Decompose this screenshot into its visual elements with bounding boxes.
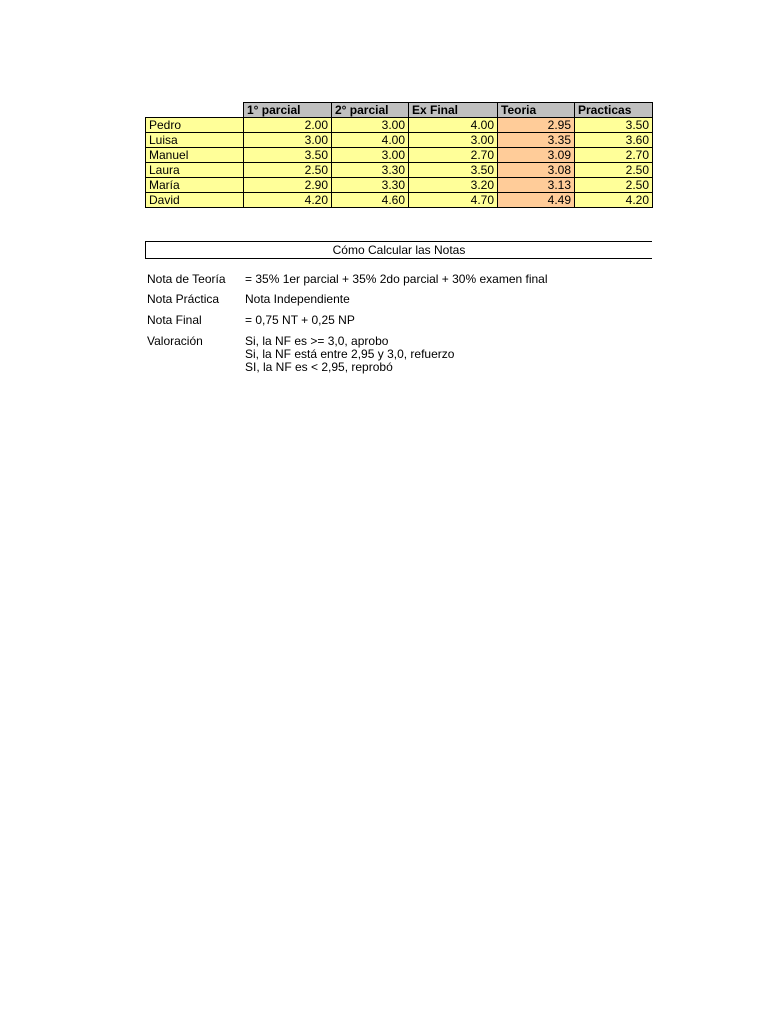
table-row <box>146 163 653 178</box>
table-row <box>146 193 653 208</box>
cell-p1[interactable]: 3.00 <box>244 133 332 148</box>
cell-p2[interactable]: 3.30 <box>332 178 409 193</box>
calc-section-title[interactable]: Cómo Calcular las Notas <box>145 241 652 259</box>
cell-p1[interactable]: 2.00 <box>244 118 332 133</box>
cell-p1[interactable]: 2.90 <box>244 178 332 193</box>
student-name[interactable]: Pedro <box>146 118 244 133</box>
table-row <box>146 178 653 193</box>
cell-practicas[interactable]: 3.50 <box>575 118 653 133</box>
table-row <box>146 118 653 133</box>
calc-line[interactable]: Si, la NF es >= 3,0, aprobo <box>245 334 389 348</box>
calc-line[interactable]: SI, la NF es < 2,95, reprobó <box>245 360 393 374</box>
cell-teoria[interactable]: 3.08 <box>498 163 575 178</box>
cell-practicas[interactable]: 3.60 <box>575 133 653 148</box>
cell-p2[interactable]: 3.30 <box>332 163 409 178</box>
calc-value <box>245 273 548 286</box>
student-name[interactable]: Manuel <box>146 148 244 163</box>
header-ex-final[interactable]: Ex Final <box>409 103 498 118</box>
header-teoria[interactable]: Teoria <box>498 103 575 118</box>
table-row <box>146 148 653 163</box>
calc-value <box>245 293 350 306</box>
cell-p2[interactable]: 4.00 <box>332 133 409 148</box>
header-row <box>146 103 653 118</box>
cell-teoria[interactable]: 3.35 <box>498 133 575 148</box>
calc-line[interactable]: = 0,75 NT + 0,25 NP <box>245 313 355 327</box>
cell-final[interactable]: 4.70 <box>409 193 498 208</box>
calc-line[interactable]: Nota Independiente <box>245 292 350 306</box>
header-practicas[interactable]: Practicas <box>575 103 653 118</box>
cell-teoria[interactable]: 4.49 <box>498 193 575 208</box>
header-parcial-1[interactable]: 1° parcial <box>244 103 332 118</box>
cell-teoria[interactable]: 3.13 <box>498 178 575 193</box>
student-name[interactable]: David <box>146 193 244 208</box>
grades-table <box>145 102 653 208</box>
cell-final[interactable]: 3.20 <box>409 178 498 193</box>
table-row <box>146 133 653 148</box>
calc-label[interactable]: Nota de Teoría <box>147 272 226 286</box>
calc-line[interactable]: = 35% 1er parcial + 35% 2do parcial + 30% examen final <box>245 272 548 286</box>
cell-teoria[interactable]: 2.95 <box>498 118 575 133</box>
cell-practicas[interactable]: 2.50 <box>575 178 653 193</box>
calc-label[interactable]: Nota Práctica <box>147 292 220 306</box>
calc-value <box>245 314 355 327</box>
cell-p2[interactable]: 4.60 <box>332 193 409 208</box>
corner-cell <box>146 103 244 118</box>
cell-final[interactable]: 3.50 <box>409 163 498 178</box>
cell-practicas[interactable]: 2.70 <box>575 148 653 163</box>
cell-p1[interactable]: 4.20 <box>244 193 332 208</box>
cell-p2[interactable]: 3.00 <box>332 118 409 133</box>
cell-p2[interactable]: 3.00 <box>332 148 409 163</box>
calc-value <box>245 335 454 374</box>
student-name[interactable]: María <box>146 178 244 193</box>
header-parcial-2[interactable]: 2° parcial <box>332 103 409 118</box>
cell-p1[interactable]: 3.50 <box>244 148 332 163</box>
cell-practicas[interactable]: 2.50 <box>575 163 653 178</box>
calc-label[interactable]: Nota Final <box>147 313 202 327</box>
cell-practicas[interactable]: 4.20 <box>575 193 653 208</box>
student-name[interactable]: Laura <box>146 163 244 178</box>
cell-final[interactable]: 3.00 <box>409 133 498 148</box>
student-name[interactable]: Luisa <box>146 133 244 148</box>
cell-p1[interactable]: 2.50 <box>244 163 332 178</box>
cell-final[interactable]: 4.00 <box>409 118 498 133</box>
cell-teoria[interactable]: 3.09 <box>498 148 575 163</box>
calc-line[interactable]: Si, la NF está entre 2,95 y 3,0, refuerzo <box>245 347 455 361</box>
calc-label[interactable]: Valoración <box>147 334 203 348</box>
cell-final[interactable]: 2.70 <box>409 148 498 163</box>
